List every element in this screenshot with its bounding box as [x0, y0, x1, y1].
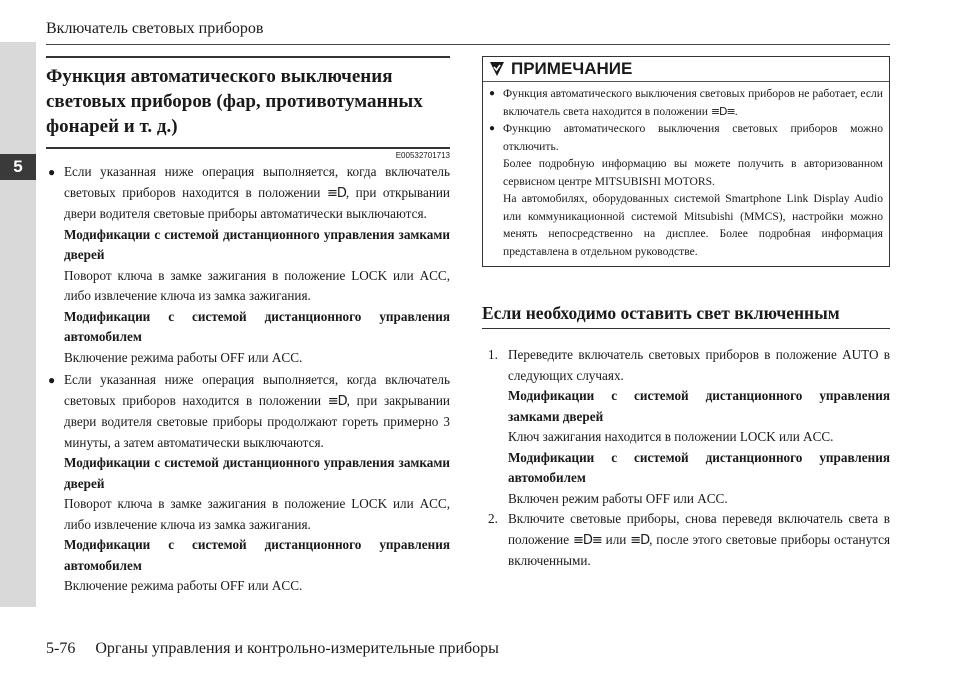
- note-check-icon: [489, 61, 505, 77]
- bullet-open-door: [46, 162, 450, 368]
- modification-title: Модификации с системой дистанционного управления замками дверей: [508, 388, 890, 424]
- section-code: E00532701713: [395, 151, 450, 160]
- step-text: , после этого световые приборы останутся включенными.: [508, 531, 891, 568]
- modification-text: Поворот ключа в замке зажигания в положение LOCK или ACC, либо извлечение ключа из замка зажигания.: [64, 496, 450, 532]
- modification-text: Включение режима работы OFF или ACC.: [64, 578, 303, 593]
- step-1: [488, 345, 890, 509]
- chapter-side-strip: [0, 42, 36, 607]
- footer-section: Органы управления и контрольно-измерительные приборы: [95, 640, 499, 657]
- note-title: ПРИМЕЧАНИЕ: [511, 59, 633, 78]
- note-text: Функция автоматического выключения световых приборов не работает, если включатель света находится в положении: [503, 87, 883, 118]
- bullet-text: Если указанная ниже операция выполняется, когда включатель световых приборов находится в положении: [64, 164, 450, 200]
- steps-list: [482, 345, 890, 572]
- chapter-tab: 5: [0, 154, 36, 180]
- note-text: Функцию автоматического выключения световых приборов можно отключить.: [503, 122, 883, 153]
- step-text: или: [605, 531, 627, 547]
- step-2: [488, 509, 890, 572]
- modification-title: Модификации с системой дистанционного управления автомобилем: [64, 308, 450, 344]
- modification-text: Ключ зажигания находится в положении LOCK или ACC.: [508, 429, 834, 444]
- step-text: Переведите включатель световых приборов в положение AUTO в следующих случаях.: [508, 347, 890, 383]
- note-item: [489, 120, 883, 260]
- page-number: 5-76: [46, 640, 76, 657]
- step-number: 1.: [488, 347, 498, 362]
- note-text: На автомобилях, оборудованных системой Smartphone Link Display Audio или коммуникационной системой Mitsubishi (MMCS), настройки можно менять непосредственно на дисплее. Более подробная информация представлена в отдельном руководстве.: [503, 192, 883, 258]
- subsection-title: Если необходимо оставить свет включенным: [482, 303, 890, 329]
- headlights-icon: ≡D: [630, 532, 650, 548]
- position-lights-icon: ≡D: [326, 185, 346, 201]
- fog-lights-icon: ≡D≡: [710, 104, 735, 118]
- modification-title: Модификации с системой дистанционного управления автомобилем: [64, 537, 450, 573]
- note-box: [482, 56, 890, 267]
- bullet-text: , при открывании двери водителя световые приборы автоматически выключаются.: [64, 184, 450, 221]
- headlights-icon: ≡D: [327, 393, 347, 409]
- step-text: Включите световые приборы, снова переведя включатель света в положение: [508, 511, 890, 547]
- page-footer: [46, 640, 499, 658]
- note-header: [483, 57, 889, 82]
- fog-lights-icon: ≡D≡: [572, 532, 602, 548]
- page-header-title: Включатель световых приборов: [46, 20, 264, 37]
- modification-text: Включен режим работы OFF или ACC.: [508, 490, 728, 506]
- step-number: 2.: [488, 511, 498, 526]
- modification-text: Поворот ключа в замке зажигания в положение LOCK или ACC, либо извлечение ключа из замка зажигания.: [64, 267, 450, 303]
- modification-title: Модификации с системой дистанционного управления автомобилем: [508, 449, 890, 485]
- note-item: [489, 85, 883, 120]
- left-column: [46, 56, 450, 597]
- note-text: Более подробную информацию вы можете получить в авторизованном сервисном центре MITSUBISHI MOTORS.: [503, 157, 883, 188]
- modification-text: Включение режима работы OFF или ACC.: [64, 349, 303, 365]
- modification-title: Модификации с системой дистанционного управления замками дверей: [64, 226, 450, 262]
- bullet-close-door: [46, 370, 450, 597]
- right-column: [482, 56, 890, 572]
- note-body: [483, 82, 889, 266]
- bullet-text: , при закрывании двери водителя световые приборы продолжают гореть примерно 3 минуты, а затем автоматически выключаются.: [64, 392, 450, 450]
- bullet-text: Если указанная ниже операция выполняется, когда включатель световых приборов находится в положении: [64, 372, 450, 408]
- modification-title: Модификации с системой дистанционного управления замками дверей: [64, 455, 450, 491]
- section-title-box: [46, 56, 450, 149]
- header-rule: [46, 44, 890, 45]
- section-title: Функция автоматического выключения световых приборов (фар, противотуманных фонарей и т. д.): [46, 66, 423, 137]
- note-text: .: [734, 104, 738, 118]
